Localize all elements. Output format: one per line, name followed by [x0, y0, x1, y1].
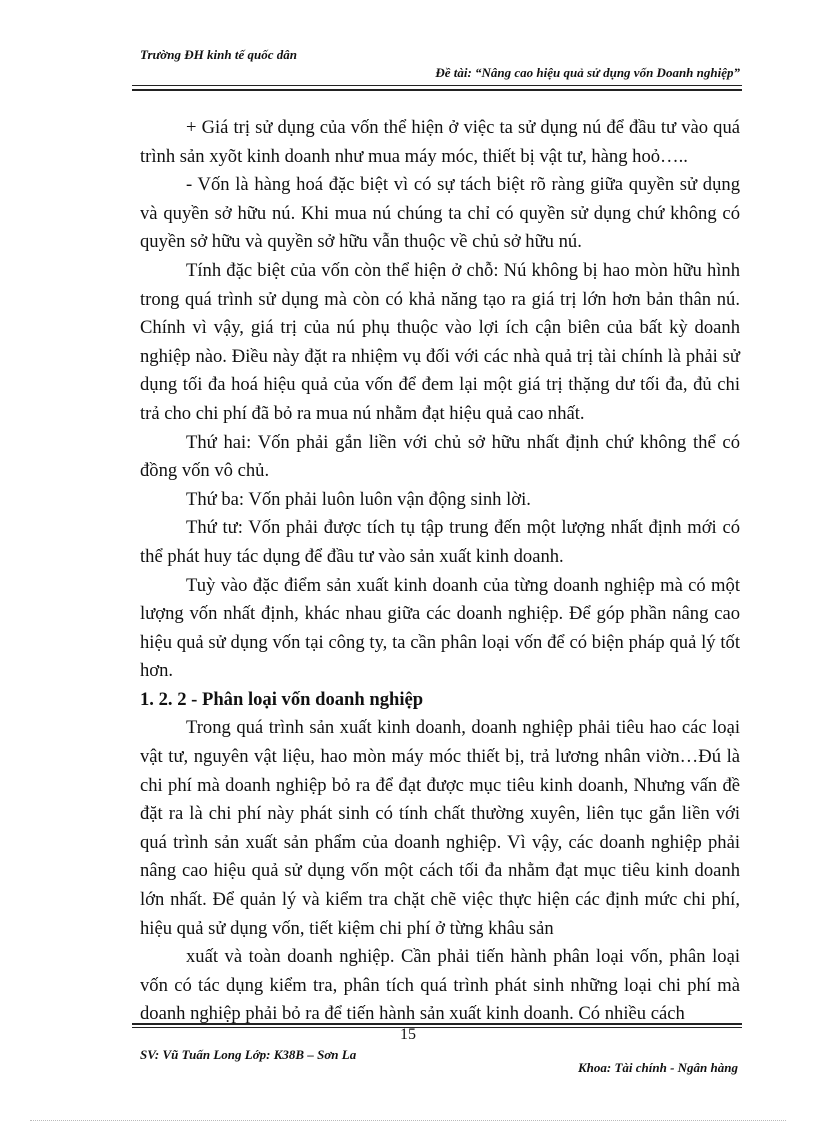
paragraph: - Vốn là hàng hoá đặc biệt vì có sự tách biệt rõ ràng giữa quyền sử dụng và quyền sở hữu nú. Khi mua nú chúng ta chỉ có quyền sử dụng chứ không có quyền sở hữu và quyền sở hữu vẫn thuộc về chủ sở hữu nú.: [140, 174, 740, 253]
header-school: Trường ĐH kinh tế quốc dân: [140, 47, 297, 62]
paragraph: xuất và toàn doanh nghiệp. Cần phải tiến hành phân loại vốn, phân loại vốn có tác dụng kiểm tra, phân tích quá trình phát sinh những loại chi phí mà doanh nghiệp phải bỏ ra để tiến hành sản xuất kinh doanh. Có nhiều cách: [140, 946, 740, 1025]
section-heading: [140, 686, 740, 715]
page-number: 15: [400, 1026, 416, 1043]
section-title: - Phân loại vốn doanh nghiệp: [191, 688, 424, 710]
paragraph: + Giá trị sử dụng của vốn thể hiện ở việc ta sử dụng nú để đầu tư vào quá trình sản xyõt kinh doanh như mua máy móc, thiết bị vật tư, hàng hoỏ…..: [140, 117, 740, 167]
paragraph: Tính đặc biệt của vốn còn thể hiện ở chỗ: Nú không bị hao mòn hữu hình trong quá trình sử dụng mà còn có khả năng tạo ra giá trị lớn hơn bản thân nú. Chính vì vậy, giá trị của nú phụ thuộc vào lợi ích cận biên của bất kỳ doanh nghiệp nào. Điều này đặt ra nhiệm vụ đối với các nhà quả trị tài chính là phải sử dụng tối đa hoá hiệu quả của vốn để đem lại một giá trị thặng dư tối đa, đủ chi trả cho chi phí đã bỏ ra mua nú nhằm đạt hiệu quả cao nhất.: [140, 259, 740, 424]
header-rule: [132, 85, 742, 86]
page-body: [140, 114, 740, 1029]
paragraph: Thứ tư: Vốn phải được tích tụ tập trung đến một lượng nhất định mới có thể phát huy tác dụng để đầu tư vào sản xuất kinh doanh.: [140, 517, 740, 567]
paragraph: Thứ hai: Vốn phải gắn liền với chủ sở hữu nhất định chứ không thể có đồng vốn vô chủ.: [140, 431, 740, 482]
paragraph: Tuỳ vào đặc điểm sản xuất kinh doanh của từng doanh nghiệp mà có một lượng vốn nhất định, khác nhau giữa các doanh nghiệp. Để góp phần nâng cao hiệu quả sử dụng vốn tại công ty, ta cần phân loại vốn để có biện pháp quả lý tốt hơn.: [140, 574, 740, 682]
page-bottom-divider: [30, 1120, 786, 1121]
section-number: 1. 2. 2: [140, 688, 187, 710]
paragraph: Trong quá trình sản xuất kinh doanh, doanh nghiệp phải tiêu hao các loại vật tư, nguyên vật liệu, hao mòn máy móc thiết bị, trả lương nhân viờn…Đú là chi phí mà doanh nghiệp bỏ ra để đạt được mục tiêu kinh doanh, Nhưng vấn đề đặt ra là chi phí này phát sinh có tính chất thường xuyên, liên tục gắn liền với quá trình sản xuất sản phẩm của doanh nghiệp. Vì vậy, các doanh nghiệp phải nâng cao hiệu quả sử dụng vốn một cách tối đa nhằm đạt mục tiêu kinh doanh lớn nhất. Để quản lý và kiểm tra chặt chẽ việc thực hiện các định mức chi phí, hiệu quả sử dụng vốn, tiết kiệm chi phí ở từng khâu sản: [140, 717, 740, 939]
footer-faculty: Khoa: Tài chính - Ngân hàng: [577, 1060, 738, 1075]
header-rule-thick: [132, 89, 742, 91]
footer-rule-thick: [132, 1023, 742, 1025]
footer-student: SV: Vũ Tuấn Long Lớp: K38B – Sơn La: [140, 1047, 357, 1062]
header-topic: Đề tài: “Nâng cao hiệu quả sử dụng vốn Doanh nghiệp”: [435, 65, 740, 80]
paragraph: Thứ ba: Vốn phải luôn luôn vận động sinh lời.: [186, 488, 531, 510]
